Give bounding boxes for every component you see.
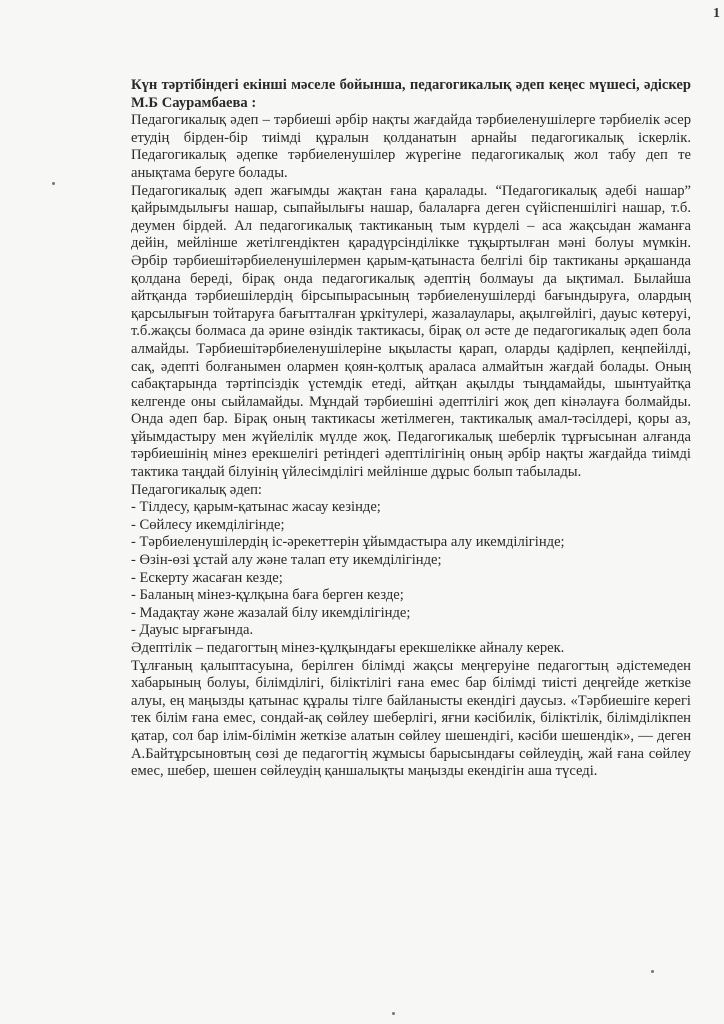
paragraph: Педагогикалық әдеп – тәрбиеші әрбір нақты жағдайда тәрбиеленушілерге тәрбиелік әсер етудің бірден-бір тиімді құралын қолданатын арнайы педагогикалық іскерлік. Педагогикалық әдепке тәрбиеленушілер жүрегіне педагогикалық жол табу деп те анықтама беруге болады. (131, 112, 691, 181)
list-item: - Тілдесу, қарым-қатынас жасау кезінде; (131, 499, 381, 516)
list-intro: Педагогикалық әдеп: (131, 481, 262, 498)
tact-list (131, 499, 691, 640)
paragraph: Әдептілік – педагогтың мінез-құлқындағы ерекшелікке айналу керек. (131, 640, 565, 656)
list-item: - Сөйлесу икемділігінде; (131, 516, 285, 533)
paragraph: Педагогикалық әдеп жағымды жақтан ғана қаралады. “Педагогикалық әдебі нашар” қайрымдылығы нашар, сыпайылығы нашар, балаларға деген сүйіспеншілігі нашар, т.б. деумен бірдей. Ал педагогикалық тактиканың тым күрделі – аса жақсыдан жаманға дейін, мейлінше жетілгендіктен қарадүрсінділікке тұқыртылған мәні болуы мүмкін. Әрбір тәрбиешітәрбиеленушілермен қарым-қатынаста белгілі бір тактиканы әрқашанда қолдана береді, бірақ онда педагогикалық әдептің болмауы да ықтимал. Былайша айтқанда тәрбиешілердің бірсыпырасының тәрбиеленушілерді бағындыруға, олардың қарсылығын тойтаруға бағытталған ұркітулері, жазалаулары, ақылгөйлігі, дауыс көтеруі, т.б.жақсы болмаса да әрине өзіндік тактикасы, бірақ ол әсте де педагогикалық әдеп бола алмайды. Тәрбиешітәрбиеленушілеріне ықыласты қарап, оларды қадірлеп, кеңпейілді, сақ, әдепті болғанымен олармен қоян-қолтық араласа алмайтын жағдай болады. Оның сабақтарында тәртіпсіздік үстемдік етеді, айтқан ақылды тыңдамайды, шынтуайтқа келгенде оны сыйламайды. Мұндай тәрбиешіні әдептілігі жоқ деп кінәлауға болмайды. Онда әдеп бар. Бірақ оның тактикасы жетілмеген, тактикалық амал-тәсілдері, қоры аз, ұйымдастыру мен жүйелілік мүлде жоқ. Педагогикалық шеберлік тұрғысынан алғанда тәрбиешінің мінез ерекшелігі ретіндегі әдептілігінің оның әрбір нақты жағдайда тиімді тактика таңдай білуінің үйлесімділігі мейлінше дұрыс болып табылады. (131, 182, 691, 481)
list-item: - Баланың мінез-құлқына баға берген кезде; (131, 587, 404, 604)
paragraph: Тұлғаның қалыптасуына, берілген білімді жақсы меңгеруіне педагогтың әдістемеден хабарының болуы, білімділігі, біліктілігі ғана емес бар білімді тиісті деңгейде жеткізе алуы, ең маңызды қатынас құралы тілге байланысты екендігі даусыз. «Тәрбиешіге керегі тек білім ғана емес, сондай-ақ сөйлеу шеберлігі, яғни кәсібилік, біліктілік, білімділікпен қатар, сол бар ілім-білімін жеткізе алатын сөйлеу шешендігі, кәсіби шешендік», — деген А.Байтұрсыновтың сөзі де педагогтің жұмысы барысындағы сөйлеудің, жай ғана сөйлеу емес, шебер, шешен сөйлеудің қаншалықты маңызды екендігін аша түседі. (131, 657, 691, 780)
scan-speck (651, 970, 654, 973)
scan-speck (392, 1012, 395, 1015)
corner-mark: 1 (713, 6, 720, 21)
document-body (131, 77, 691, 781)
list-item: - Дауыс ырғағында. (131, 622, 254, 639)
list-item: - Мадақтау және жазалай білу икемділігінде; (131, 604, 411, 621)
list-item: - Өзін-өзі ұстай алу және талап ету икемділігінде; (131, 552, 442, 569)
scan-speck (52, 182, 55, 185)
section-heading: Күн тәртібіндегі екінші мәселе бойынша, педагогикалық әдеп кеңес мүшесі, әдіскер М.Б Саурамбаева : (131, 77, 691, 111)
list-item: - Ескерту жасаған кезде; (131, 569, 283, 586)
list-item: - Тәрбиеленушілердің іс-әрекеттерін ұйымдастыра алу икемділігінде; (131, 534, 565, 551)
